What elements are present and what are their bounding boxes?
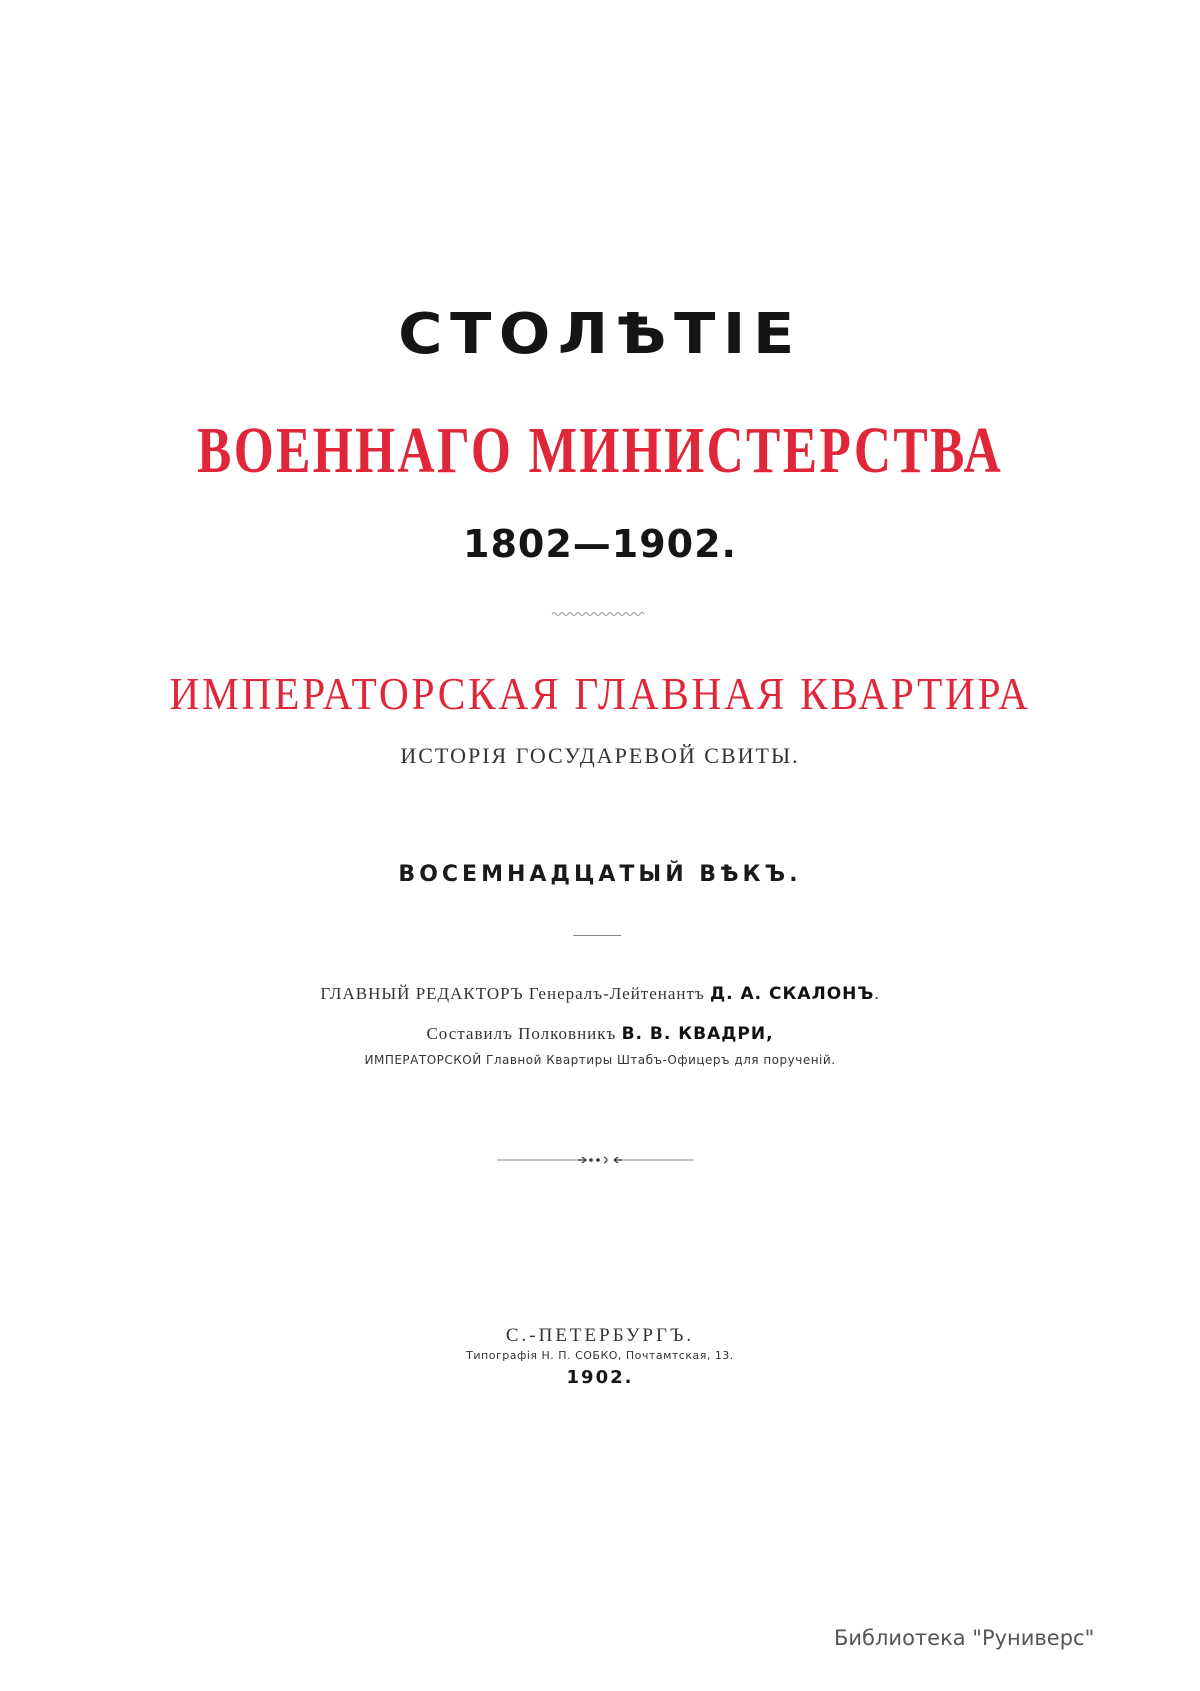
title-top-line: СТОЛѢТІЕ bbox=[398, 302, 802, 367]
editor-name: Д. А. СКАЛОНЪ bbox=[710, 984, 875, 1004]
title-years: 1802—1902. bbox=[463, 522, 737, 566]
officer-line: ИМПЕРАТОРСКОЙ Главной Квартиры Штабъ-Офицеръ для порученій. bbox=[364, 1053, 836, 1067]
compiler-prefix: Составилъ Полковникъ bbox=[426, 1024, 617, 1043]
subtitle-main: ИМПЕРАТОРСКАЯ ГЛАВНАЯ КВАРТИРА bbox=[169, 668, 1031, 719]
library-watermark: Библиотека "Руниверс" bbox=[834, 1626, 1095, 1650]
short-rule-divider bbox=[573, 935, 621, 936]
ornament-divider bbox=[0, 1152, 1200, 1168]
main-title: ВОЕННАГО МИНИСТЕРСТВА bbox=[197, 414, 1003, 487]
compiler-name: В. В. КВАДРИ, bbox=[621, 1024, 774, 1044]
compiler-line bbox=[0, 1024, 1200, 1044]
imprint-printer: Типографія Н. П. СОБКО, Почтамтская, 13. bbox=[466, 1349, 734, 1362]
editor-line bbox=[0, 984, 1200, 1004]
squiggle-divider bbox=[0, 610, 1200, 618]
editor-prefix: ГЛАВНЫЙ РЕДАКТОРЪ Генералъ-Лейтенантъ bbox=[320, 984, 705, 1003]
century-heading: ВОСЕМНАДЦАТЫЙ ВѢКЪ. bbox=[398, 862, 802, 887]
imprint-city: С.-ПЕТЕРБУРГЪ. bbox=[505, 1325, 695, 1346]
subtitle-history: ИСТОРІЯ ГОСУДАРЕВОЙ СВИТЫ. bbox=[400, 743, 800, 768]
editor-suffix: . bbox=[874, 984, 880, 1003]
imprint-year: 1902. bbox=[566, 1367, 634, 1388]
